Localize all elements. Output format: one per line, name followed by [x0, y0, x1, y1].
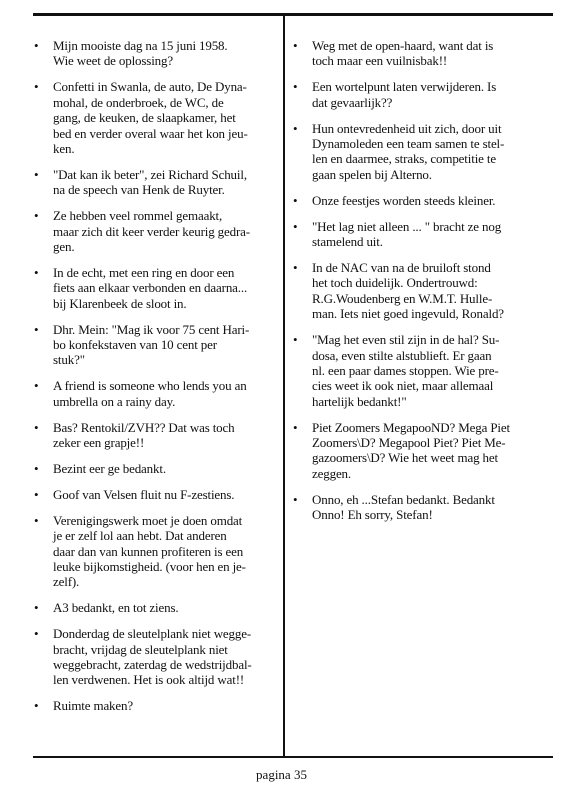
left-list-item-text: Bas? Rentokil/ZVH?? Dat was toch zeker een grapje!!: [53, 419, 235, 451]
right-list-item: [293, 193, 523, 208]
left-list-item-text: Dhr. Mein: "Mag ik voor 75 cent Hari- bo konfekstaven van 10 cent per stuk?": [53, 321, 250, 368]
left-list-item-text: A3 bedankt, en tot ziens.: [53, 600, 179, 616]
bullet-icon: •: [293, 491, 298, 507]
left-list-item: [34, 378, 272, 409]
right-list-item: [293, 38, 523, 69]
left-list-item-text: In de echt, met een ring en door een fiets aan elkaar verbonden en daarna... bij Klarenbeek de sloot in.: [53, 264, 248, 311]
left-list-item-text: Confetti in Swanla, de auto, De Dyna- mohal, de onderbroek, de WC, de gang, de keuken, de slaapkamer, het bed en verder overal waar het kon jeu- ken.: [53, 79, 248, 156]
column-divider: [283, 16, 285, 756]
bullet-icon: •: [34, 378, 39, 394]
bullet-icon: •: [34, 460, 39, 476]
bullet-icon: •: [34, 419, 39, 435]
bullet-icon: •: [293, 419, 298, 435]
right-list-item-text: Piet Zoomers MegapooND? Mega Piet Zoomers\D? Megapool Piet? Piet Me- gazoomers\D? Wie het weet mag het zeggen.: [312, 419, 510, 481]
left-list-item: [34, 208, 272, 254]
bullet-icon: •: [34, 698, 39, 714]
left-list-item: [34, 322, 272, 368]
bullet-icon: •: [293, 259, 298, 275]
left-list-item-text: A friend is someone who lends you an umbrella on a rainy day.: [53, 378, 247, 409]
right-list-item-text: Een wortelpunt laten verwijderen. Is dat gevaarlijk??: [312, 79, 497, 110]
right-list-item-text: Weg met de open-haard, want dat is toch maar een vuilnisbak!!: [312, 38, 494, 69]
bottom-rule: [33, 756, 553, 758]
bullet-icon: •: [34, 79, 39, 95]
left-list-item: [34, 420, 272, 451]
right-list-item-text: In de NAC van na de bruiloft stond het toch duidelijk. Ondertrouwd: R.G.Woudenberg en W.M.T. Hulle- man. Iets niet goed ingevuld, Ronald?: [312, 259, 504, 322]
right-list-item: [293, 121, 523, 183]
right-list-item-text: Onze feestjes worden steeds kleiner.: [312, 192, 496, 208]
right-list-item: [293, 260, 523, 322]
bullet-icon: •: [293, 192, 298, 208]
left-list-item-text: "Dat kan ik beter", zei Richard Schuil, na de speech van Henk de Ruyter.: [53, 166, 247, 198]
bullet-icon: •: [293, 79, 298, 95]
bullet-icon: •: [34, 208, 39, 224]
bullet-icon: •: [34, 626, 39, 642]
bullet-icon: •: [34, 600, 39, 616]
left-list-item: [34, 38, 272, 69]
left-list-item: [34, 487, 272, 502]
right-list-item: [293, 219, 523, 250]
bullet-icon: •: [293, 120, 298, 136]
left-list-item-text: Goof van Velsen fluit nu F-zestiens.: [53, 486, 235, 502]
bullet-icon: •: [34, 321, 39, 337]
right-list-item-text: Onno, eh ...Stefan bedankt. Bedankt Onno! Eh sorry, Stefan!: [312, 491, 495, 523]
right-column: [293, 38, 523, 533]
right-list-item: [293, 79, 523, 110]
left-list-item-text: Donderdag de sleutelplank niet wegge- bracht, vrijdag de sleutelplank niet weggebracht, zaterdag de wedstrijdbal- len verdwenen. Het is ook altijd wat!!: [53, 626, 252, 688]
top-rule: [33, 13, 553, 16]
bullet-icon: •: [34, 166, 39, 182]
left-list-item: [34, 513, 272, 590]
right-list-item: [293, 492, 523, 523]
bullet-icon: •: [34, 38, 39, 53]
right-list-item-text: Hun ontevredenheid uit zich, door uit Dynamoleden een team samen te stel- len en daarmee, straks, competitie te gaan spelen bij Alterno.: [312, 120, 505, 182]
left-list-item-text: Bezint eer ge bedankt.: [53, 460, 166, 476]
left-list-item: [34, 79, 272, 156]
left-list-item-text: Ruimte maken?: [53, 698, 133, 714]
left-column: [34, 38, 272, 724]
right-list-item: [293, 332, 523, 409]
bullet-icon: •: [293, 38, 298, 53]
bullet-icon: •: [293, 218, 298, 234]
right-list-item-text: "Mag het even stil zijn in de hal? Su- dosa, even stilte alstublieft. Er gaan nl. een paar dames stoppen. Wie pre- cies weet ik ook niet, maar allemaal hartelijk bedankt!": [312, 332, 500, 409]
bullet-icon: •: [293, 332, 298, 348]
right-list-item-text: "Het lag niet alleen ... " bracht ze nog stamelend uit.: [312, 218, 502, 250]
left-list-item: [34, 167, 272, 198]
right-list-item: [293, 420, 523, 482]
left-list-item: [34, 265, 272, 311]
left-list-item: [34, 626, 272, 688]
left-list-item-text: Ze hebben veel rommel gemaakt, maar zich dit keer verder keurig gedra- gen.: [53, 208, 250, 254]
bullet-icon: •: [34, 486, 39, 502]
left-list-item-text: Verenigingswerk moet je doen omdat je er zelf lol aan hebt. Dat anderen daar dan van kunnen profiteren is een leuke bijkomstigheid. (voor hen en je- zelf).: [53, 512, 246, 590]
page-number: pagina 35: [256, 767, 307, 782]
bullet-icon: •: [34, 264, 39, 280]
left-list-item-text: Mijn mooiste dag na 15 juni 1958. Wie weet de oplossing?: [53, 38, 228, 69]
bullet-icon: •: [34, 512, 39, 528]
left-list-item: [34, 698, 272, 713]
left-list-item: [34, 461, 272, 476]
left-list-item: [34, 600, 272, 615]
